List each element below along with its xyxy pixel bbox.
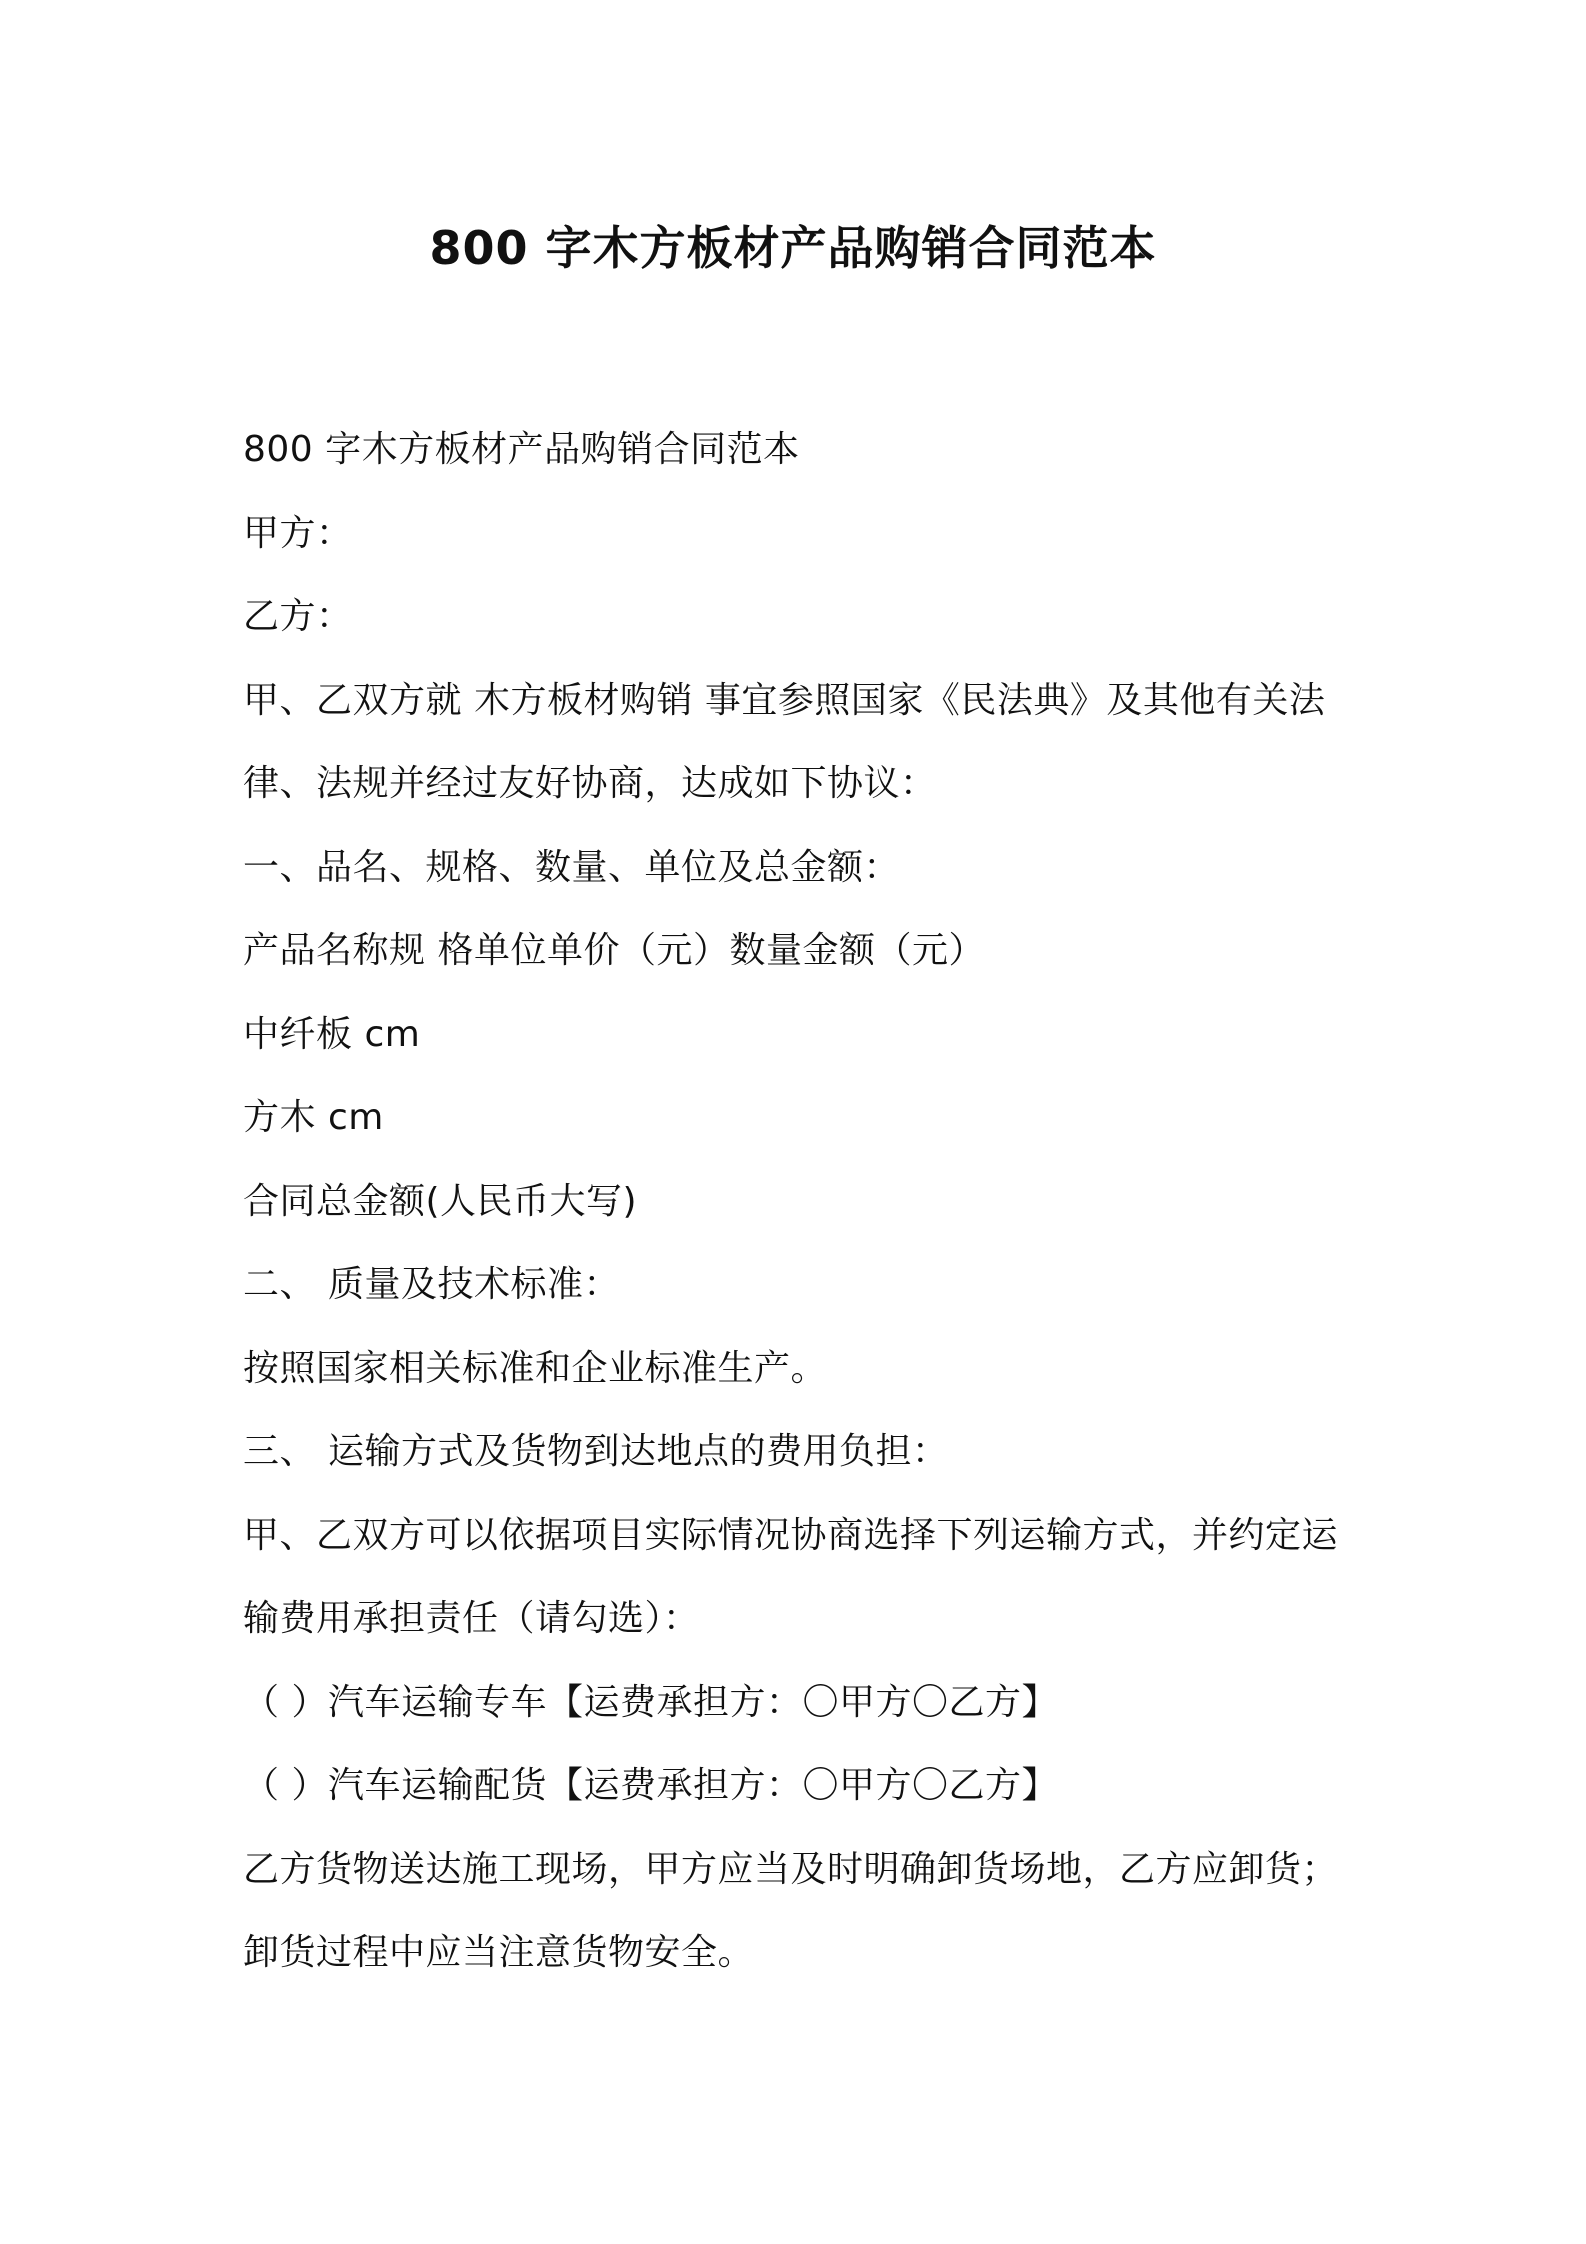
transport-intro-line-2: 输费用承担责任（请勾选）： xyxy=(243,1598,700,1639)
party-b-line: 乙方： xyxy=(243,596,353,637)
product-line-mdf: 中纤板 cm xyxy=(243,1013,421,1055)
contract-total-line: 合同总金额(人民币大写) xyxy=(243,1180,638,1222)
quality-standard-line: 按照国家相关标准和企业标准生产。 xyxy=(243,1347,828,1389)
document-title: 800 字木方板材产品购销合同范本 xyxy=(429,221,1157,275)
section-two-heading: 二、 质量及技术标准： xyxy=(243,1264,620,1305)
agreement-intro-line-2: 律、法规并经过友好协商，达成如下协议： xyxy=(243,763,937,804)
section-three-heading: 三、 运输方式及货物到达地点的费用负担： xyxy=(243,1431,949,1472)
section-one-heading: 一、品名、规格、数量、单位及总金额： xyxy=(243,846,901,888)
party-a-line: 甲方： xyxy=(243,512,353,554)
transport-option-dedicated: （ ）汽车运输专车【运费承担方：〇甲方〇乙方】 xyxy=(243,1681,1058,1723)
delivery-terms-line-1: 乙方货物送达施工现场，甲方应当及时明确卸货场地，乙方应卸货； xyxy=(243,1848,1339,1890)
product-table-header-line: 产品名称规 格单位单价（元）数量金额（元） xyxy=(243,930,985,971)
document-body xyxy=(243,408,1363,1995)
transport-intro-line-1: 甲、乙双方可以依据项目实际情况协商选择下列运输方式，并约定运 xyxy=(243,1514,1339,1556)
body-heading-line: 800 字木方板材产品购销合同范本 xyxy=(243,429,800,470)
agreement-intro-line-1: 甲、乙双方就 木方板材购销 事宜参照国家《民法典》及其他有关法 xyxy=(243,679,1326,721)
delivery-terms-line-2: 卸货过程中应当注意货物安全。 xyxy=(243,1932,755,1973)
transport-option-consolidated: （ ）汽车运输配货【运费承担方：〇甲方〇乙方】 xyxy=(243,1765,1058,1806)
product-line-timber: 方木 cm xyxy=(243,1097,384,1138)
